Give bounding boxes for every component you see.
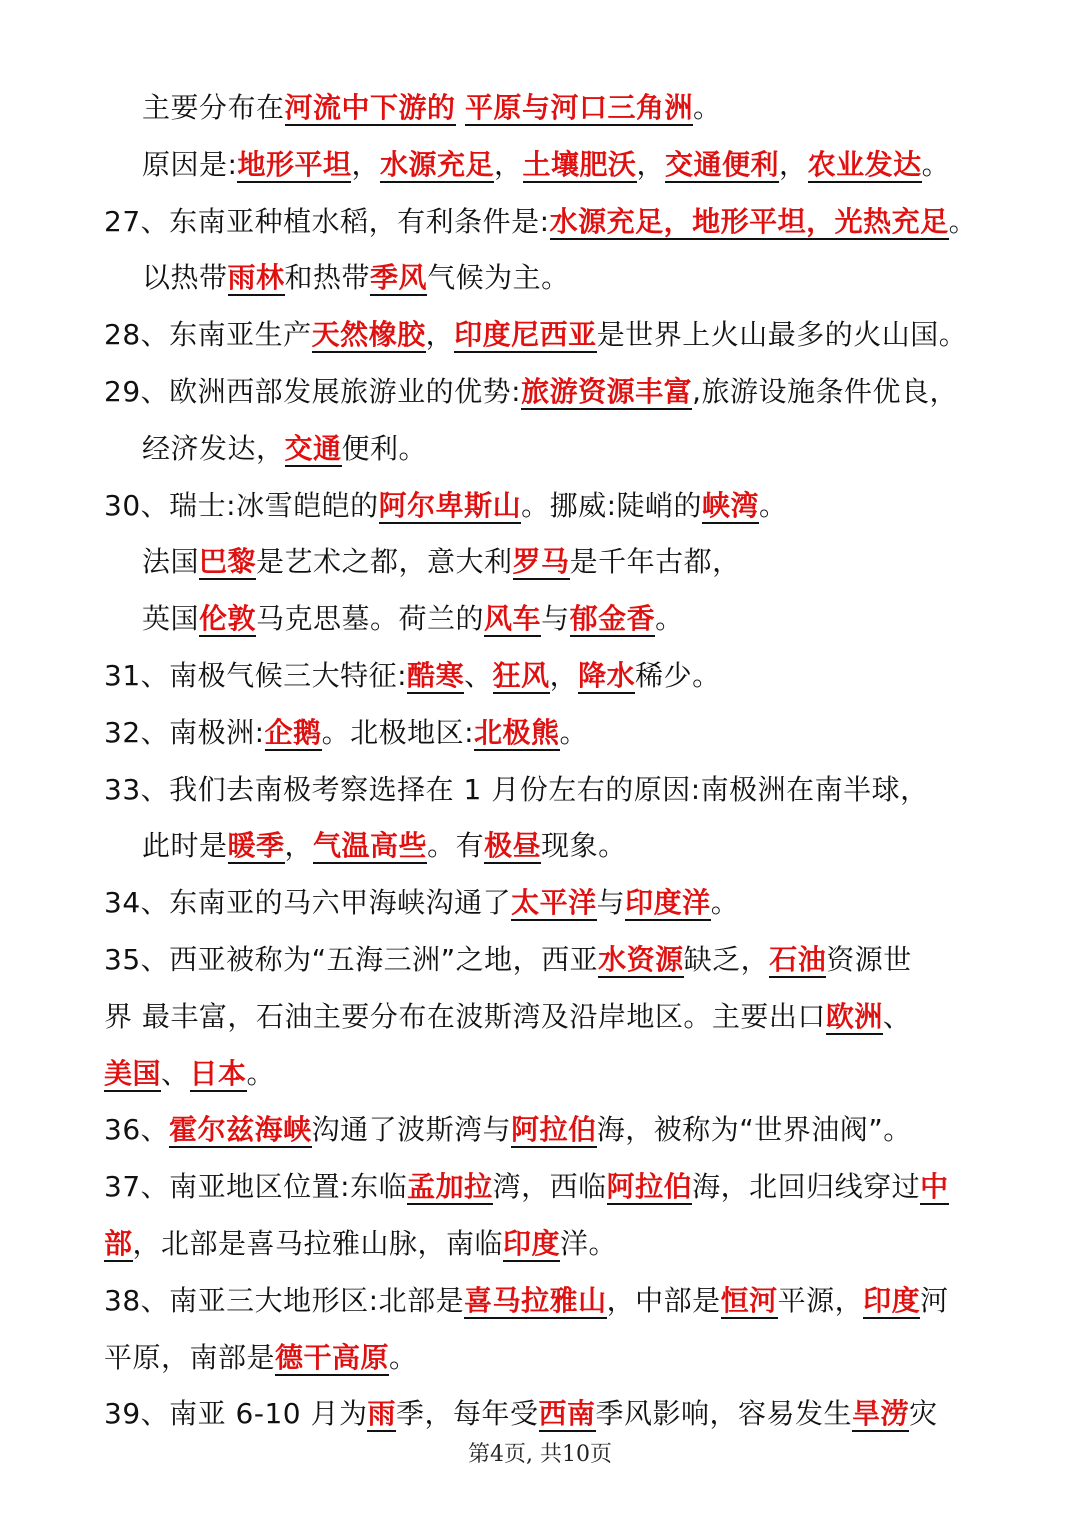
text-segment: 。 <box>559 715 589 749</box>
text-segment: 法国 <box>142 545 200 579</box>
text-segment: 27、东南亚种植水稻，有利条件是: <box>104 204 550 238</box>
text-line <box>142 88 721 128</box>
answer-highlight: 巴黎 <box>199 545 257 579</box>
text-segment: 海，北回归线穿过 <box>692 1170 921 1204</box>
answer-highlight: 平原与河口三角洲 <box>464 91 693 124</box>
text-segment: 季风影响，容易发生 <box>595 1397 853 1431</box>
answer-highlight: 农业发达 <box>807 147 922 181</box>
answer-highlight: 土壤肥沃 <box>522 147 637 181</box>
text-line <box>104 1224 617 1264</box>
text-segment: ， <box>779 147 808 181</box>
text-segment: ,旅游设施条件优良， <box>692 375 958 408</box>
text-segment: 现象。 <box>541 829 627 863</box>
answer-highlight: 恒河 <box>720 1283 778 1317</box>
text-segment: 。有 <box>427 829 485 863</box>
text-segment: ， <box>351 147 380 181</box>
answer-highlight: 极昼 <box>484 829 542 863</box>
answer-highlight: 旅游资源丰富 <box>521 375 693 408</box>
text-segment: 。 <box>710 886 740 920</box>
text-line <box>104 1394 938 1434</box>
text-segment: 海，被称为“世界油阀”。 <box>596 1113 912 1147</box>
text-segment: 31、南极气候三大特征: <box>104 659 408 692</box>
text-segment: 36、 <box>104 1113 170 1147</box>
text-line <box>142 826 627 866</box>
text-segment: 稀少。 <box>635 659 721 692</box>
answer-highlight: 企鹅 <box>264 715 322 749</box>
answer-highlight: 石油 <box>769 943 827 976</box>
answer-highlight: 美国 <box>104 1056 162 1090</box>
answer-highlight: 旱涝 <box>852 1397 910 1431</box>
answer-highlight: 狂风 <box>492 659 550 692</box>
text-segment: 。北极地区: <box>321 715 475 749</box>
answer-highlight: 交通 <box>284 431 342 465</box>
answer-highlight: 水源充足 <box>379 147 494 181</box>
answer-highlight: 暖季 <box>227 829 285 863</box>
text-segment: 是艺术之都，意大利 <box>256 545 513 579</box>
answer-highlight: 印度 <box>863 1283 921 1317</box>
text-segment: 平源， <box>777 1283 864 1317</box>
answer-highlight: 部 <box>104 1227 133 1260</box>
text-line <box>104 1281 949 1321</box>
answer-highlight: 北极熊 <box>474 715 560 749</box>
text-segment: 。 <box>759 488 788 522</box>
answer-highlight: 伦敦 <box>199 602 257 636</box>
text-segment: 以热带 <box>142 261 228 295</box>
text-line <box>142 145 950 185</box>
answer-highlight: 降水 <box>578 659 636 692</box>
text-line <box>104 997 911 1037</box>
text-segment: 英国 <box>142 602 200 636</box>
text-segment: 。 <box>692 91 722 124</box>
text-segment: 季，每年受 <box>396 1397 539 1431</box>
text-segment: 34、东南亚的马六甲海峡沟通了 <box>104 886 512 920</box>
text-segment: ， <box>636 147 666 181</box>
text-segment: 缺乏， <box>683 943 770 976</box>
answer-highlight: 阿拉伯 <box>606 1170 693 1204</box>
answer-highlight: 印度洋 <box>625 886 711 920</box>
text-line <box>104 1338 418 1378</box>
page-footer: 第4页, 共10页 <box>468 1442 612 1467</box>
text-segment: ， <box>493 147 523 181</box>
text-segment: 38、南亚三大地形区:北部是 <box>104 1283 465 1317</box>
text-segment: 29、欧洲西部发展旅游业的优势: <box>104 375 522 408</box>
text-segment: 是世界上火山最多的火山国。 <box>596 318 968 352</box>
answer-highlight: 欧洲 <box>825 999 883 1033</box>
text-segment: 沟通了波斯湾与 <box>311 1113 512 1147</box>
answer-highlight: 水资源 <box>598 943 684 976</box>
text-line <box>142 429 427 469</box>
text-segment: 33、我们去南极考察选择在 1 月份左右的原因:南极洲在南半球， <box>104 772 929 806</box>
answer-highlight: 地形平坦 <box>237 147 352 181</box>
text-line <box>104 713 588 753</box>
answer-highlight: 阿尔卑斯山 <box>378 488 522 522</box>
text-segment: ，北部是喜马拉雅山脉，南临 <box>132 1227 504 1260</box>
answer-highlight: 季风 <box>370 261 428 295</box>
answer-highlight: 郁金香 <box>569 602 656 636</box>
answer-highlight: 水源充足，地形平坦，光热充足 <box>549 204 949 238</box>
text-segment: 。 <box>948 204 978 238</box>
text-segment: 气候为主。 <box>427 261 570 295</box>
text-segment: 28、东南亚生产 <box>104 318 312 352</box>
answer-highlight: 酷寒 <box>407 659 465 692</box>
text-segment: 。 <box>921 147 951 181</box>
text-segment: 37、南亚地区位置:东临 <box>104 1170 408 1204</box>
text-segment: ， <box>549 659 579 692</box>
answer-highlight: 太平洋 <box>511 886 597 920</box>
text-segment: 便利。 <box>341 431 428 465</box>
text-segment: 30、瑞士:冰雪皑皑的 <box>104 488 379 522</box>
text-line <box>104 940 912 980</box>
text-segment: 和热带 <box>284 261 371 295</box>
text-segment: 32、南极洲: <box>104 715 265 749</box>
text-line <box>104 202 977 242</box>
text-segment: 与 <box>596 886 626 920</box>
text-segment <box>456 91 465 124</box>
answer-highlight: 气温高些 <box>313 829 428 863</box>
text-segment: 、 <box>464 659 493 692</box>
text-line <box>142 258 570 298</box>
text-segment: 河 <box>920 1283 949 1317</box>
text-segment: 灾 <box>909 1397 938 1431</box>
text-segment: 此时是 <box>142 829 228 863</box>
answer-highlight: 雨 <box>367 1397 396 1431</box>
text-segment: 资源世 <box>826 943 912 976</box>
text-line <box>104 372 958 412</box>
answer-highlight: 雨林 <box>227 261 285 295</box>
answer-highlight: 印度尼西亚 <box>454 318 597 352</box>
text-segment: 湾，西临 <box>492 1170 607 1204</box>
text-line <box>104 1167 949 1207</box>
answer-highlight: 日本 <box>189 1056 247 1090</box>
text-segment: 马克思墓。荷兰的 <box>256 602 485 636</box>
text-segment: 界 最丰富，石油主要分布在波斯湾及沿岸地区。主要出口 <box>104 999 826 1033</box>
text-segment: ， <box>284 829 314 863</box>
text-line <box>104 486 788 526</box>
answer-highlight: 印度 <box>503 1227 561 1260</box>
text-segment: 39、南亚 6-10 月为 <box>104 1397 368 1431</box>
answer-highlight: 河流中下游的 <box>284 91 456 124</box>
text-line <box>104 656 721 696</box>
text-line <box>104 883 739 923</box>
text-segment: 。 <box>655 602 684 636</box>
answer-highlight: 霍尔兹海峡 <box>169 1113 312 1147</box>
text-segment: 。 <box>389 1340 418 1374</box>
answer-highlight: 孟加拉 <box>407 1170 493 1204</box>
text-segment: 、 <box>882 999 912 1033</box>
text-line <box>104 315 967 355</box>
text-segment: 经济发达， <box>142 431 285 465</box>
text-segment: 与 <box>541 602 570 636</box>
answer-highlight: 交通便利 <box>665 147 780 181</box>
text-segment: ， <box>425 318 455 352</box>
answer-highlight: 西南 <box>538 1397 596 1431</box>
answer-highlight: 罗马 <box>512 545 570 579</box>
text-segment: ，中部是 <box>606 1283 721 1317</box>
answer-highlight: 天然橡胶 <box>311 318 426 352</box>
text-line <box>142 542 741 582</box>
text-line <box>104 1110 912 1150</box>
text-line <box>142 599 684 639</box>
text-line <box>104 770 929 810</box>
answer-highlight: 喜马拉雅山 <box>464 1283 607 1317</box>
answer-highlight: 阿拉伯 <box>511 1113 597 1147</box>
text-segment: 原因是: <box>142 147 238 181</box>
answer-highlight: 风车 <box>484 602 542 636</box>
text-line <box>104 1054 275 1094</box>
text-segment: 是千年古都， <box>569 545 741 579</box>
text-segment: 平原，南部是 <box>104 1340 276 1374</box>
text-segment: 洋。 <box>560 1227 618 1260</box>
answer-highlight: 德干高原 <box>275 1340 390 1374</box>
answer-highlight: 中 <box>920 1170 949 1204</box>
text-segment: 主要分布在 <box>142 91 285 124</box>
text-segment: 。挪威:陡峭的 <box>521 488 703 522</box>
text-segment: 35、西亚被称为“五海三洲”之地，西亚 <box>104 943 599 976</box>
text-segment: 。 <box>246 1056 276 1090</box>
answer-highlight: 峡湾 <box>702 488 760 522</box>
text-segment: 、 <box>161 1056 190 1090</box>
